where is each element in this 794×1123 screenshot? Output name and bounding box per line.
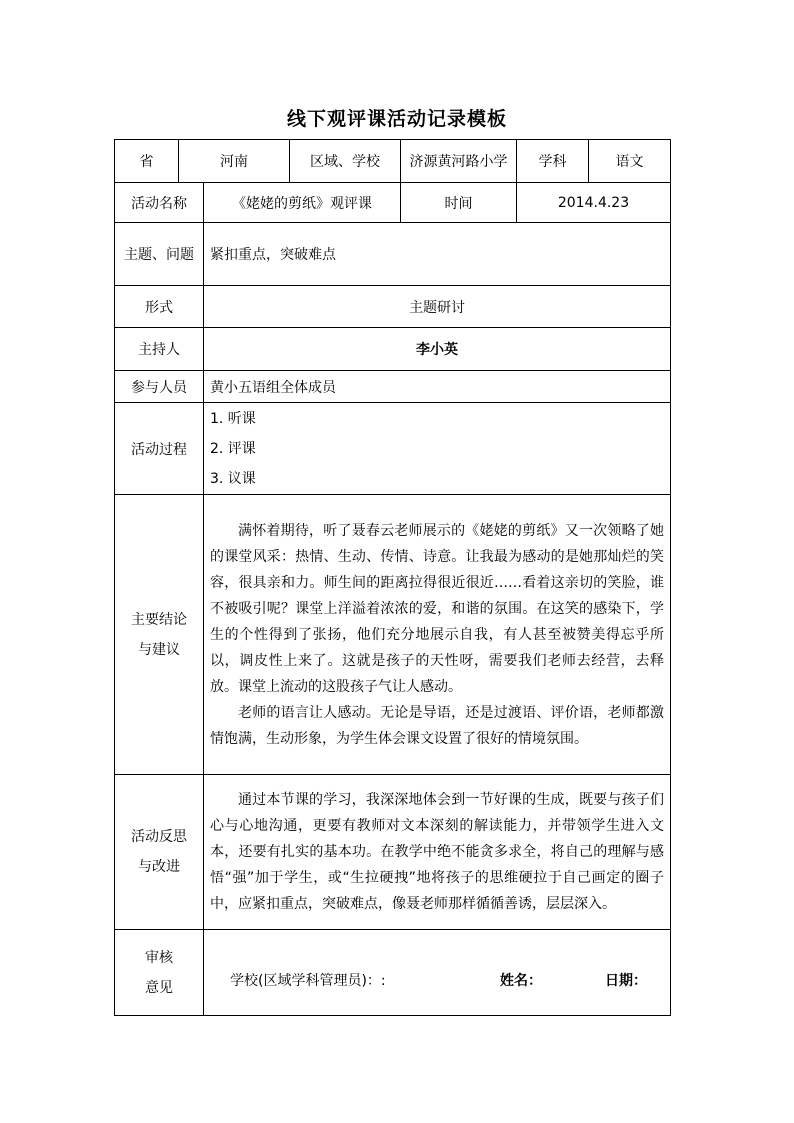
form-label: 形式 <box>115 286 204 328</box>
process-list <box>204 403 671 495</box>
row-participants <box>115 371 671 403</box>
review-signature-line <box>210 930 664 990</box>
participants-value: 黄小五语组全体成员 <box>204 371 671 403</box>
activity-name-label: 活动名称 <box>115 183 204 223</box>
row-basic-info <box>115 140 671 183</box>
school-value: 济源黄河路小学 <box>401 140 517 183</box>
record-table <box>114 139 671 1016</box>
province-value: 河南 <box>179 140 290 183</box>
theme-label: 主题、问题 <box>115 223 204 286</box>
page-title: 线下观评课活动记录模板 <box>286 108 507 130</box>
time-value: 2014.4.23 <box>517 183 671 223</box>
subject-label: 学科 <box>517 140 589 183</box>
process-item-listen: 1. 听课 <box>210 410 256 427</box>
conclusion-label-line2: 与建议 <box>138 641 180 658</box>
conclusion-label <box>115 495 204 775</box>
activity-name-value: 《姥姥的剪纸》观评课 <box>204 183 401 223</box>
reflection-body <box>204 775 671 930</box>
conclusion-body <box>204 495 671 775</box>
review-label <box>115 930 204 1016</box>
theme-value: 紧扣重点，突破难点 <box>204 223 671 286</box>
row-activity <box>115 183 671 223</box>
time-label: 时间 <box>401 183 517 223</box>
process-label: 活动过程 <box>115 403 204 495</box>
conclusion-label-line1: 主要结论 <box>131 611 187 628</box>
form-value: 主题研讨 <box>204 286 671 328</box>
review-date-label: 日期： <box>605 973 647 989</box>
review-name-label: 姓名： <box>500 973 542 989</box>
row-conclusion <box>115 495 671 775</box>
row-form <box>115 286 671 328</box>
row-host <box>115 328 671 371</box>
province-label: 省 <box>115 140 179 183</box>
row-theme <box>115 223 671 286</box>
conclusion-paragraph-2: 老师的语言让人感动。无论是导语，还是过渡语、评价语，老师都激情饱满，生动形象，为学生体会课文设置了很好的情境氛围。 <box>210 704 664 747</box>
host-label: 主持人 <box>115 328 204 371</box>
review-body <box>204 930 671 1016</box>
host-value: 李小英 <box>204 328 671 371</box>
reflection-paragraph: 通过本节课的学习，我深深地体会到一节好课的生成，既要与孩子们心与心地沟通，更要有教师对文本深刻的解读能力，并带领学生进入文本，还要有扎实的基本功。在教学中绝不能贪多求全，将自己的理解与感悟“强”加于学生，或“生拉硬拽”地将孩子的思维硬拉于自己画定的圈子中，应紧扣重点，突破难点，像聂老师那样循循善诱，层层深入。 <box>210 792 664 912</box>
reflection-label-line2: 与改进 <box>138 859 180 875</box>
conclusion-paragraph-1: 满怀着期待，听了聂春云老师展示的《姥姥的剪纸》又一次领略了她的课堂风采：热情、生动、传情、诗意。让我最为感动的是她那灿烂的笑容，很具亲和力。师生间的距离拉得很近很近……看着这亲切的笑脸，谁不被吸引呢？课堂上洋溢着浓浓的爱，和谐的氛围。在这笑的感染下，学生的个性得到了张扬，他们充分地展示自我，有人甚至被赞美得忘乎所以，调皮性上来了。这就是孩子的天性呀，需要我们老师去经营，去释放。课堂上流动的这股孩子气让人感动。 <box>210 522 664 695</box>
review-label-line1: 审核 <box>145 949 173 966</box>
row-process <box>115 403 671 495</box>
reflection-label-line1: 活动反思 <box>131 829 187 845</box>
row-review <box>115 930 671 1016</box>
subject-value: 语文 <box>589 140 671 183</box>
row-reflection <box>115 775 671 930</box>
process-item-discuss: 3. 议课 <box>210 470 256 487</box>
reflection-label <box>115 775 204 930</box>
region-school-label: 区域、学校 <box>290 140 401 183</box>
review-school-label: 学校(区域学科管理员)：: <box>230 973 386 989</box>
review-label-line2: 意见 <box>145 979 173 996</box>
process-item-review: 2. 评课 <box>210 440 256 457</box>
participants-label: 参与人员 <box>115 371 204 403</box>
